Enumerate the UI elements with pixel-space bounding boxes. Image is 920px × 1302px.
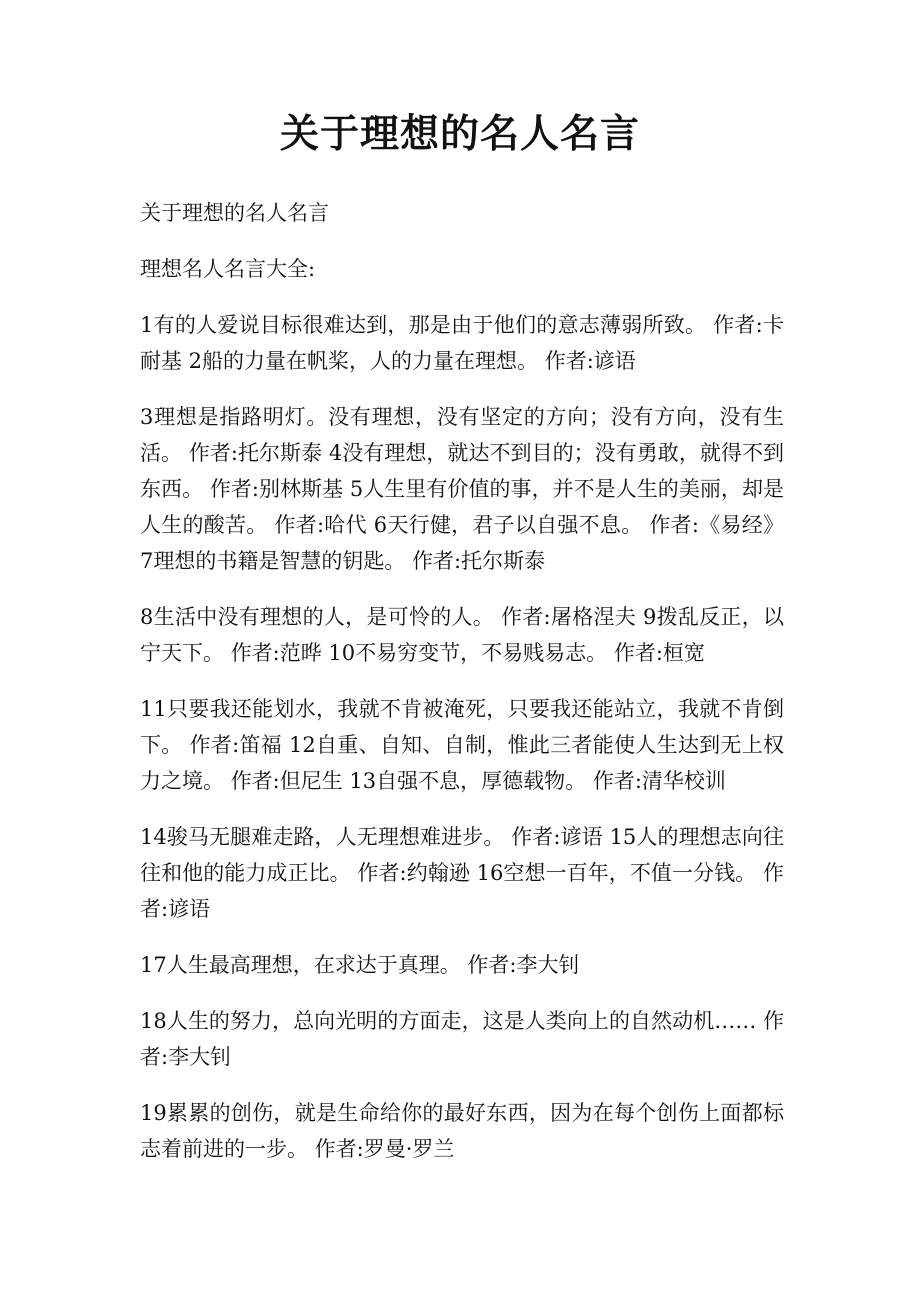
paragraph-quote-17: 17人生最高理想，在求达于真理。 作者:李大钊 <box>140 953 580 977</box>
paragraph-quote-19: 19累累的创伤，就是生命给你的最好东西，因为在每个创伤上面都标志着前进的一步。 作者:罗曼·罗兰 <box>140 1101 784 1161</box>
paragraph-quote-18: 18人生的努力，总向光明的方面走，这是人类向上的自然动机…… 作者:李大钊 <box>140 1009 784 1069</box>
paragraph-heading: 理想名人名言大全: <box>140 257 316 281</box>
document-title: 关于理想的名人名言 <box>279 111 640 157</box>
paragraph-subtitle: 关于理想的名人名言 <box>140 201 329 225</box>
paragraph-quotes-1-2: 1有的人爱说目标很难达到，那是由于他们的意志薄弱所致。 作者:卡耐基 2船的力量在帆桨，人的力量在理想。 作者:谚语 <box>140 313 784 373</box>
paragraph-quotes-3-7: 3理想是指路明灯。没有理想，没有坚定的方向；没有方向，没有生活。 作者:托尔斯泰 4没有理想，就达不到目的；没有勇敢，就得不到东西。 作者:别林斯基 5人生里有价值的事，并不是人生的美丽，却是人生的酸苦。 作者:哈代 6天行健，君子以自强不息。 作者:《易经》 7理想的书籍是智慧的钥匙。 作者:托尔斯泰 <box>140 405 784 573</box>
paragraph-quotes-14-16: 14骏马无腿难走路，人无理想难进步。 作者:谚语 15人的理想志向往往和他的能力成正比。 作者:约翰逊 16空想一百年，不值一分钱。 作者:谚语 <box>140 825 784 921</box>
paragraph-quotes-11-13: 11只要我还能划水，我就不肯被淹死，只要我还能站立，我就不肯倒下。 作者:笛福 12自重、自知、自制，惟此三者能使人生达到无上权力之境。 作者:但尼生 13自强不息，厚德载物。 作者:清华校训 <box>140 697 784 793</box>
paragraph-quotes-8-10: 8生活中没有理想的人，是可怜的人。 作者:屠格涅夫 9拨乱反正，以宁天下。 作者:范晔 10不易穷变节，不易贱易志。 作者:桓宽 <box>140 605 784 665</box>
document-body <box>140 195 784 1187</box>
